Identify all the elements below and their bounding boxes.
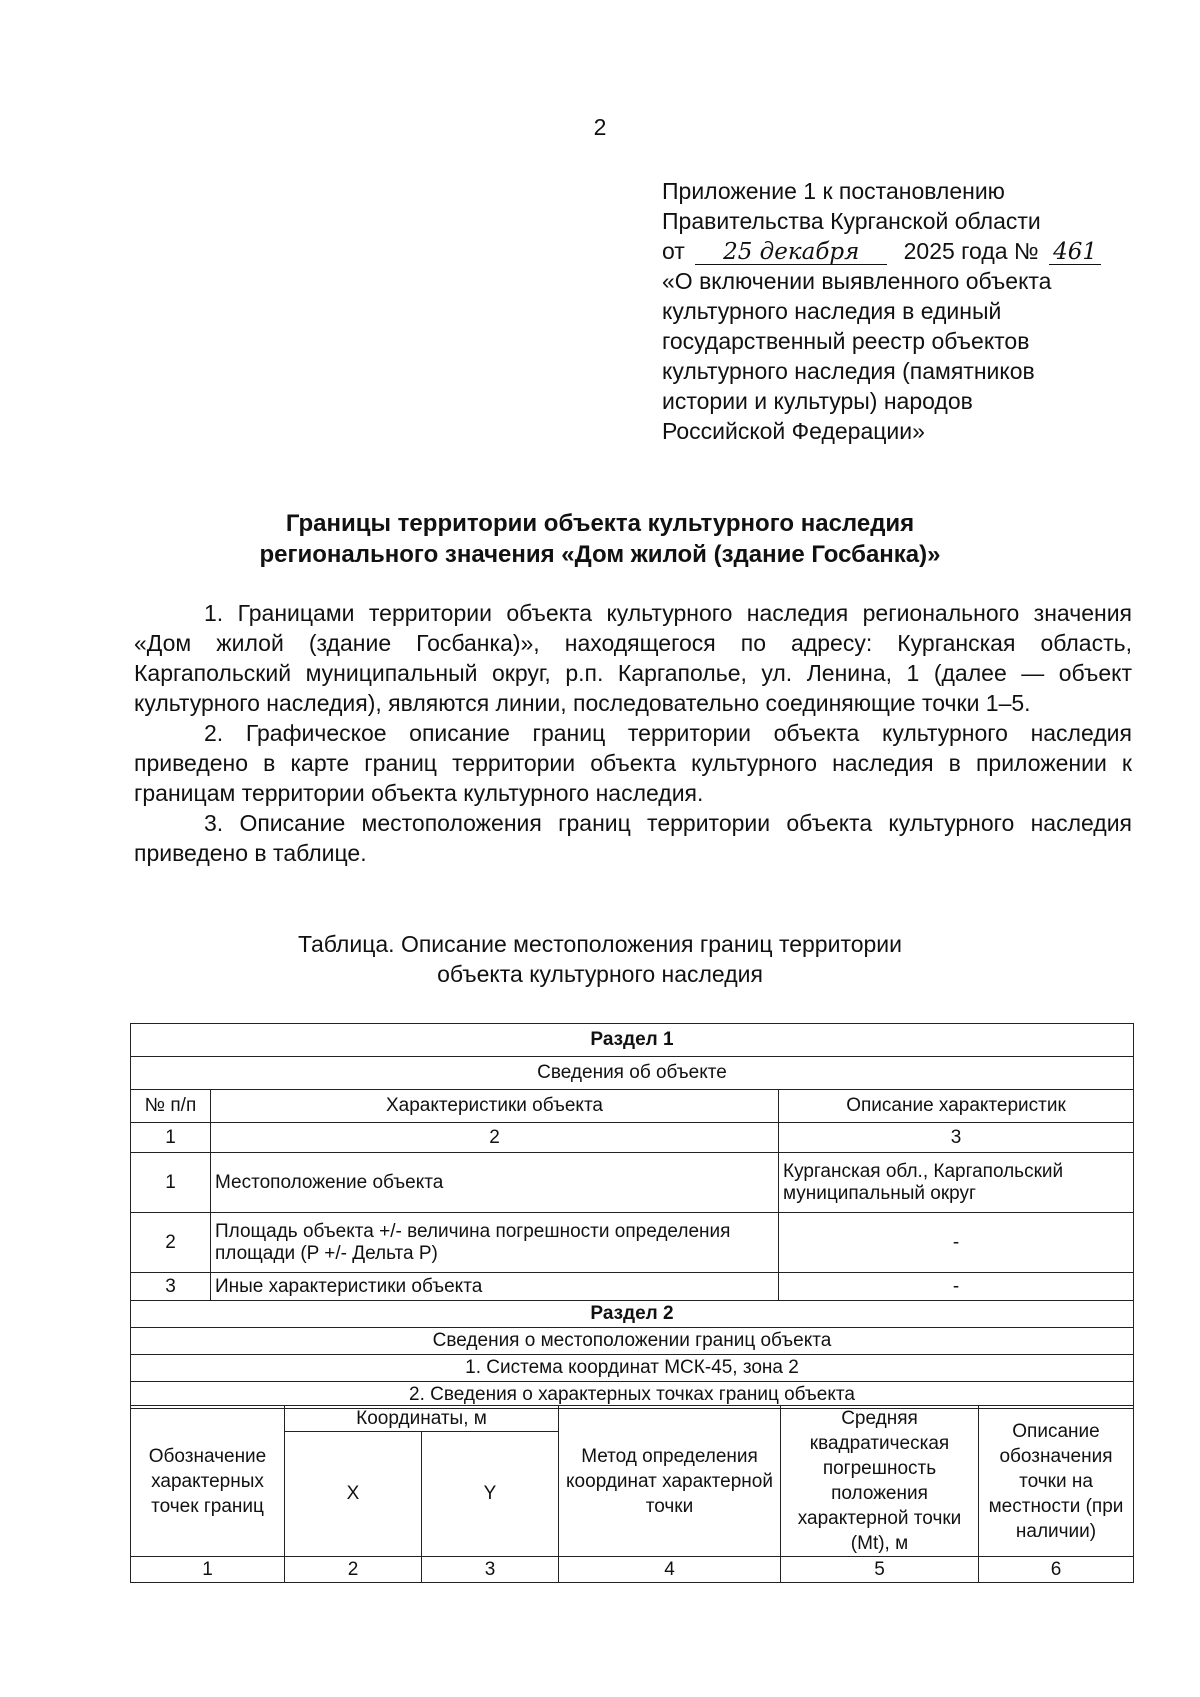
numbering-cell: 5 xyxy=(781,1557,979,1583)
points-table xyxy=(130,1405,1134,1583)
row-name: Иные характеристики объекта xyxy=(211,1273,779,1301)
row-desc: - xyxy=(779,1273,1134,1301)
header-characteristics: Характеристики объекта xyxy=(211,1090,779,1123)
row-name: Площадь объекта +/- величина погрешности определения площади (P +/- Дельта P) xyxy=(211,1213,779,1273)
numbering-cell: 1 xyxy=(131,1123,211,1153)
col-description: Описание обозначения точки на местности (при наличии) xyxy=(979,1406,1134,1557)
points-title: 2. Сведения о характерных точках границ объекта xyxy=(131,1382,1134,1409)
numbering-cell: 1 xyxy=(131,1557,285,1583)
appendix-line-9: Российской Федерации» xyxy=(662,418,925,444)
appendix-line-1: Приложение 1 к постановлению xyxy=(662,178,1005,204)
section-2-subtitle: Сведения о местоположении границ объекта xyxy=(131,1328,1134,1355)
col-points: Обозначение характерных точек границ xyxy=(131,1406,285,1557)
document-title xyxy=(0,508,1200,570)
table-row xyxy=(131,1153,1134,1213)
paragraph-2: 2. Графическое описание границ территории объекта культурного наследия приведено в карте границ территории объекта культурного наследия в приложении к границам территории объекта культурного наследия. xyxy=(134,720,1132,806)
col-y: Y xyxy=(422,1432,559,1557)
table-caption xyxy=(0,929,1200,989)
appendix-line-2: Правительства Курганской области xyxy=(662,208,1041,234)
numbering-cell: 3 xyxy=(422,1557,559,1583)
numbering-cell: 6 xyxy=(979,1557,1134,1583)
title-line-2: регионального значения «Дом жилой (здание Госбанка)» xyxy=(259,541,941,568)
appendix-line-7: культурного наследия (памятников xyxy=(662,358,1035,384)
numbering-cell: 2 xyxy=(211,1123,779,1153)
row-num: 2 xyxy=(131,1213,211,1273)
numbering-cell: 3 xyxy=(779,1123,1134,1153)
table-row xyxy=(131,1213,1134,1273)
handwritten-number: 461 xyxy=(1049,240,1101,265)
row-num: 3 xyxy=(131,1273,211,1301)
section-1-subtitle: Сведения об объекте xyxy=(131,1057,1134,1090)
caption-line-2: объекта культурного наследия xyxy=(437,961,763,987)
row-desc: Курганская обл., Каргапольский муниципальный округ xyxy=(779,1153,1134,1213)
row-num: 1 xyxy=(131,1153,211,1213)
page-number: 2 xyxy=(593,114,607,140)
handwritten-date: 25 декабря xyxy=(695,240,887,265)
appendix-line-6: государственный реестр объектов xyxy=(662,328,1030,354)
section-1-title: Раздел 1 xyxy=(131,1024,1134,1057)
appendix-header xyxy=(662,176,1132,446)
numbering-cell: 4 xyxy=(559,1557,781,1583)
paragraph-1: 1. Границами территории объекта культурного наследия регионального значения «Дом жилой (здание Госбанка)», находящегося по адресу: Курганская область, Каргапольский муниципальный округ, р.п. Каргаполье, ул. Ленина, 1 (далее — объект культурного наследия), являются линии, последовательно соединяющие точки 1–5. xyxy=(134,600,1132,716)
numbering-cell: 2 xyxy=(285,1557,422,1583)
header-description: Описание характеристик xyxy=(779,1090,1134,1123)
table-row xyxy=(131,1273,1134,1301)
col-error: Средняя квадратическая погрешность положения характерной точки (Mt), м xyxy=(781,1406,979,1557)
title-line-1: Границы территории объекта культурного наследия xyxy=(285,510,915,537)
appendix-line-5: культурного наследия в единый xyxy=(662,298,1002,324)
appendix-date-line xyxy=(662,236,1132,266)
col-coords: Координаты, м xyxy=(285,1406,559,1432)
date-prefix: от xyxy=(662,238,685,264)
row-desc: - xyxy=(779,1213,1134,1273)
year-text: 2025 года № xyxy=(903,238,1039,264)
appendix-line-8: истории и культуры) народов xyxy=(662,388,973,414)
col-method: Метод определения координат характерной точки xyxy=(559,1406,781,1557)
coordinate-system: 1. Система координат МСК-45, зона 2 xyxy=(131,1355,1134,1382)
caption-line-1: Таблица. Описание местоположения границ территории xyxy=(297,931,902,957)
object-info-table xyxy=(130,1023,1134,1409)
header-num: № п/п xyxy=(131,1090,211,1123)
paragraph-3: 3. Описание местоположения границ территории объекта культурного наследия приведено в таблице. xyxy=(134,810,1132,866)
body-text xyxy=(134,598,1132,868)
row-name: Местоположение объекта xyxy=(211,1153,779,1213)
section-2-title: Раздел 2 xyxy=(131,1301,1134,1328)
col-x: X xyxy=(285,1432,422,1557)
appendix-line-4: «О включении выявленного объекта xyxy=(662,268,1052,294)
